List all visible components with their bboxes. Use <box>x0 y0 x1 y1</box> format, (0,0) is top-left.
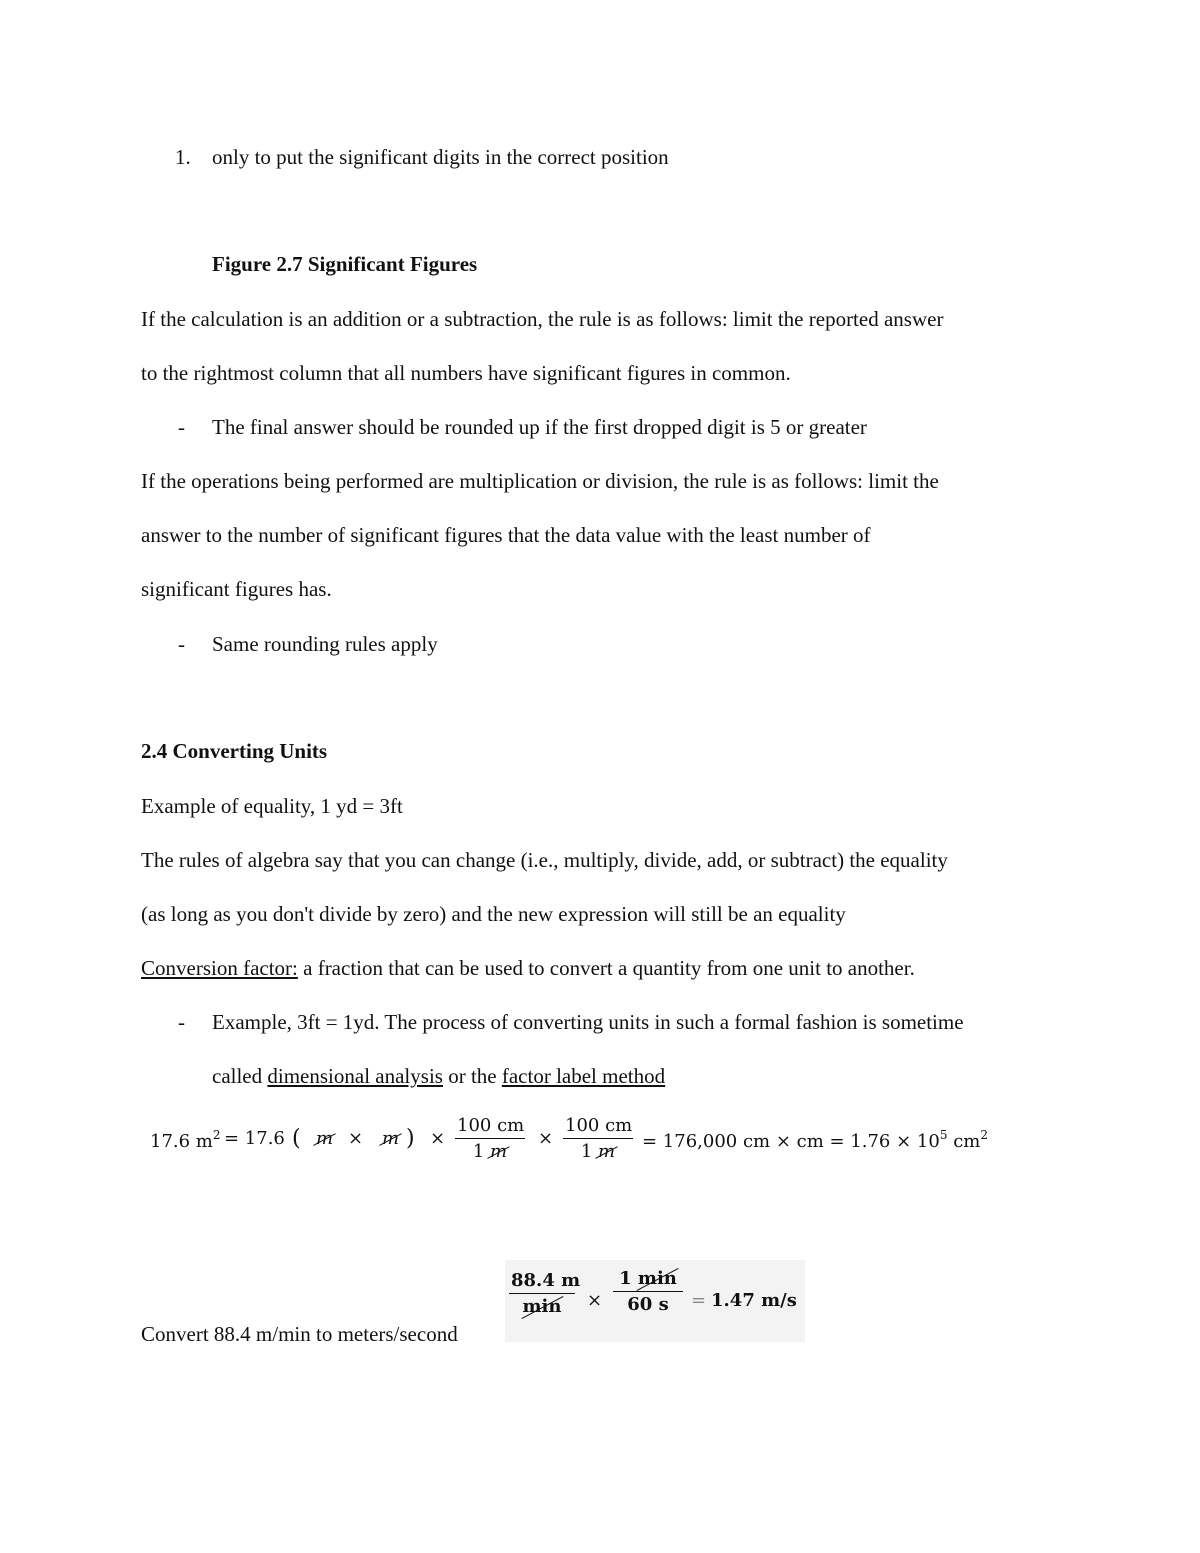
called-prefix: called <box>212 1064 268 1088</box>
eq1-times-3: × <box>538 1128 554 1149</box>
eq1-close-paren: ) <box>406 1126 415 1151</box>
fraction-denominator: 1 m <box>472 1141 508 1162</box>
bullet-dash: - <box>178 1010 185 1034</box>
eq1-result: = 176,000 cm × cm = $1.76 \times 10^5$ $cm^2$ <box>642 1128 988 1152</box>
eq1-lhs: 17.6 $m^2$ <box>150 1128 221 1152</box>
eq2-result: 1.47 m/s <box>711 1290 797 1311</box>
fraction-numerator: 100 cm <box>455 1115 525 1139</box>
eq1-times-1: × <box>348 1128 364 1149</box>
convert-prompt: Convert 88.4 m/min to meters/second <box>141 1322 458 1346</box>
eq2-times: × <box>587 1290 603 1311</box>
bullet-same-rounding: Same rounding rules apply <box>212 632 438 656</box>
equation-speed-conversion <box>505 1260 805 1342</box>
eq1-times-2: × <box>430 1128 446 1149</box>
conversion-factor-line <box>141 954 915 982</box>
figure-caption: Figure 2.7 Significant Figures <box>212 252 478 276</box>
addition-rule-line-1: If the calculation is an addition or a subtraction, the rule is as follows: limit the reported answer <box>141 307 944 331</box>
bullet-example-line-1: Example, 3ft = 1yd. The process of converting units in such a formal fashion is sometime <box>212 1010 964 1034</box>
list-number: 1. <box>175 145 191 169</box>
addition-rule-line-2: to the rightmost column that all numbers have significant figures in common. <box>141 361 791 385</box>
fraction-numerator: 88.4 m <box>509 1270 575 1294</box>
list-item-text: only to put the significant digits in the correct position <box>212 145 669 169</box>
bullet-dash: - <box>178 632 185 656</box>
bullet-example-line-2 <box>212 1062 665 1090</box>
section-heading: 2.4 Converting Units <box>141 739 328 763</box>
eq1-cancelled-m-2: m <box>382 1128 400 1149</box>
eq1-equals-17-6: = 17.6 <box>224 1128 285 1149</box>
eq1-open-paren: ( <box>292 1126 301 1151</box>
or-the-text: or the <box>442 1064 502 1088</box>
bullet-rounding-up: The final answer should be rounded up if the first dropped digit is 5 or greater <box>212 415 867 439</box>
eq2-equals: = <box>691 1290 707 1311</box>
multiplication-rule-line-3: significant figures has. <box>141 577 332 601</box>
fraction-numerator: 1 min <box>613 1268 683 1292</box>
eq1-fraction-2 <box>563 1115 633 1162</box>
equality-example: Example of equality, 1 yd = 3ft <box>141 794 403 818</box>
multiplication-rule-line-2: answer to the number of significant figures that the data value with the least number of <box>141 523 871 547</box>
bullet-dash: - <box>178 415 185 439</box>
fraction-denominator: min <box>522 1296 562 1317</box>
eq2-fraction-2 <box>613 1268 683 1315</box>
fraction-numerator: 100 cm <box>563 1115 633 1139</box>
fraction-denominator: 1 m <box>580 1141 616 1162</box>
conversion-factor-term: Conversion factor: <box>141 956 298 980</box>
eq1-fraction-1 <box>455 1115 525 1162</box>
multiplication-rule-line-1: If the operations being performed are multiplication or division, the rule is as follows: limit the <box>141 469 939 493</box>
algebra-rule-line-1: The rules of algebra say that you can change (i.e., multiply, divide, add, or subtract) the equality <box>141 848 948 872</box>
algebra-rule-line-2: (as long as you don't divide by zero) and the new expression will still be an equality <box>141 902 846 926</box>
factor-label-method-term: factor label method <box>501 1064 666 1088</box>
conversion-factor-definition: a fraction that can be used to convert a quantity from one unit to another. <box>297 956 915 980</box>
fraction-denominator: 60 s <box>627 1294 669 1315</box>
eq2-fraction-1 <box>509 1270 581 1317</box>
eq1-cancelled-m-1: m <box>316 1128 334 1149</box>
dimensional-analysis-term: dimensional analysis <box>267 1064 443 1088</box>
